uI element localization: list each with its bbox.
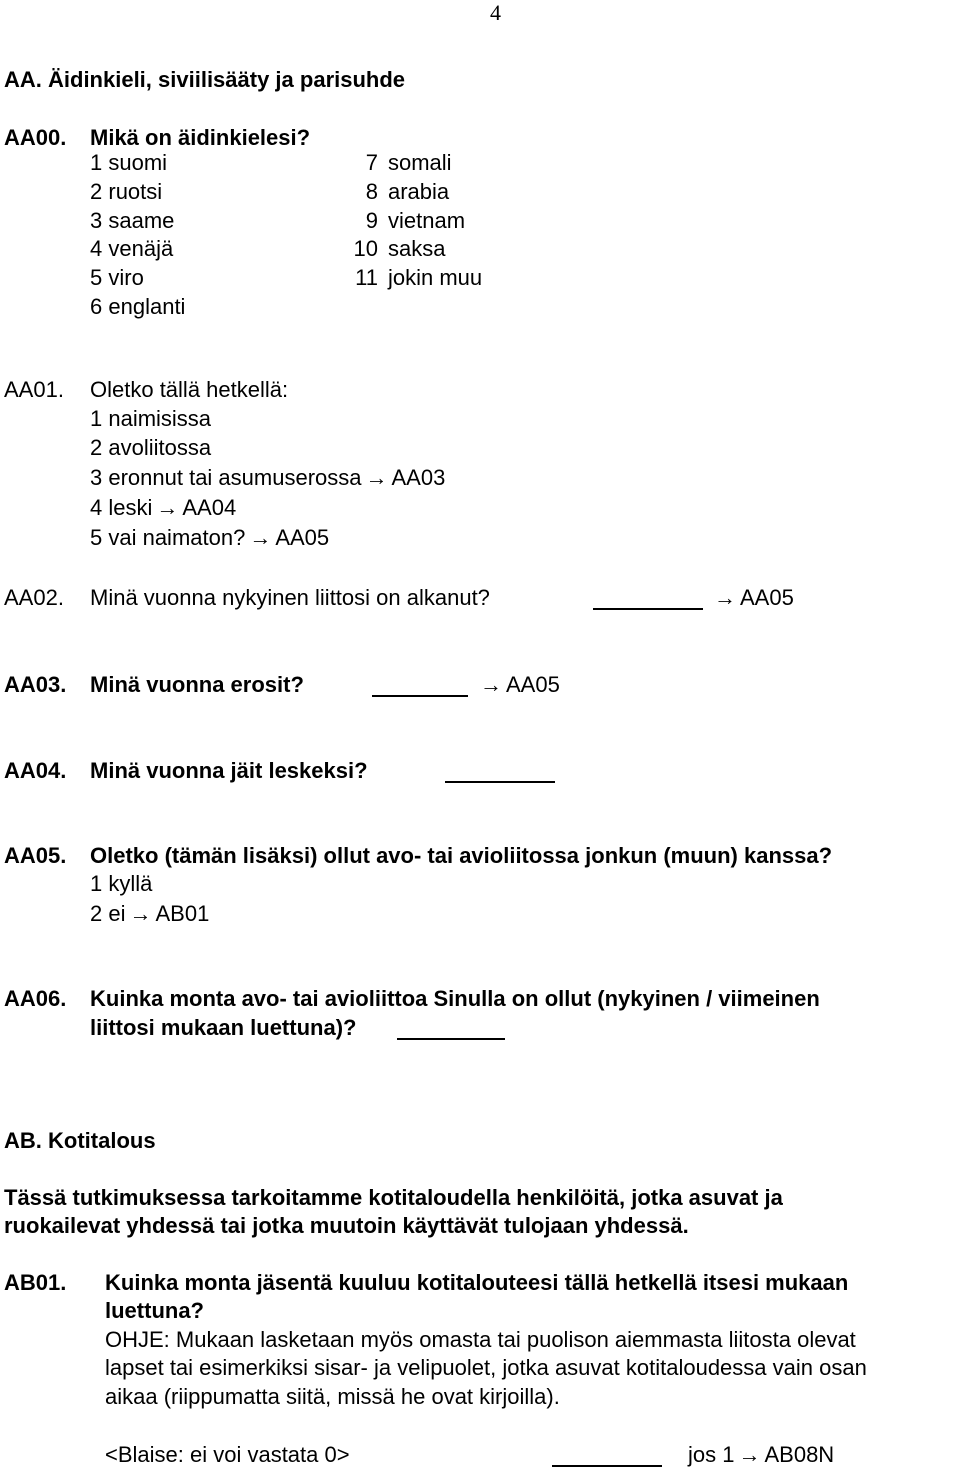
arrow-right-icon: → [738,1442,761,1467]
arrow-right-icon: → [129,901,152,926]
aa06-answer-blank[interactable] [397,1018,505,1040]
aa06-question-line1: Kuinka monta avo- tai avioliittoa Sinulla on ollut (nykyinen / viimeinen [90,986,820,1011]
aa05-question: Oletko (tämän lisäksi) ollut avo- tai avioliitossa jonkun (muun) kanssa? [90,843,833,868]
aa02-answer-blank[interactable] [593,588,703,610]
arrow-right-icon: → [714,585,736,610]
aa00-code: AA00. [4,125,67,150]
aa00-option: 8 arabia [365,179,450,204]
aa04-code: AA04. [4,758,67,783]
ab01-instruction-line: aikaa (riippumatta siitä, missä he ovat kirjoilla). [105,1384,560,1409]
aa00-question: Mikä on äidinkielesi? [90,125,311,150]
aa02-skip: → AA05 [714,585,794,610]
aa04-question: Minä vuonna jäit leskeksi? [90,758,368,783]
aa02-code: AA02. [4,585,64,610]
aa00-option: 11 jokin muu [355,265,483,290]
section-ab-intro-line1: Tässä tutkimuksessa tarkoitamme kotitaloudella henkilöitä, jotka asuvat ja [4,1185,783,1210]
aa03-answer-blank[interactable] [372,675,468,697]
aa06-question-line2: liittosi mukaan luettuna)? [90,1015,357,1040]
aa01-code: AA01. [4,377,64,402]
aa05-code: AA05. [4,843,67,868]
page-number: 4 [490,0,501,25]
aa01-option: 2 avoliitossa [90,435,212,460]
section-aa-title: AA. Äidinkieli, siviilisääty ja parisuhde [4,67,406,92]
arrow-right-icon: → [249,525,272,550]
aa00-option: 1 suomi [90,150,168,175]
aa02-question: Minä vuonna nykyinen liittosi on alkanut? [90,585,490,610]
aa05-option: 1 kyllä [90,871,153,896]
aa04-answer-blank[interactable] [445,761,555,783]
ab01-blaise-note: <Blaise: ei voi vastata 0> [105,1442,350,1467]
ab01-instruction-line: OHJE: Mukaan lasketaan myös omasta tai puolison aiemmasta liitosta olevat [105,1327,856,1352]
aa00-option: 7 somali [365,150,452,175]
arrow-right-icon: → [480,672,502,697]
arrow-right-icon: → [156,495,179,520]
aa03-question: Minä vuonna erosit? [90,672,304,697]
aa03-skip: → AA05 [480,672,560,697]
aa00-option: 5 viro [90,265,144,290]
arrow-right-icon: → [365,465,388,490]
ab01-skip: jos 1 → AB08N [688,1442,835,1467]
ab01-question-line2: luettuna? [105,1298,204,1323]
aa01-option: 5 vai naimaton? → AA05 [90,525,330,550]
aa00-option: 4 venäjä [90,236,174,261]
aa01-option: 4 leski → AA04 [90,495,237,520]
aa05-option: 2 ei → AB01 [90,901,210,926]
aa01-question: Oletko tällä hetkellä: [90,377,289,402]
aa01-option: 1 naimisissa [90,406,212,431]
aa01-option: 3 eronnut tai asumuserossa → AA03 [90,465,446,490]
section-ab-title: AB. Kotitalous [4,1128,156,1153]
ab01-question-line1: Kuinka monta jäsentä kuuluu kotitalouteesi tällä hetkellä itsesi mukaan [105,1270,849,1295]
aa03-code: AA03. [4,672,67,697]
ab01-instruction-line: lapset tai esimerkiksi sisar- ja velipuolet, jotka asuvat kotitaloudessa vain osan [105,1355,867,1380]
section-ab-intro-line2: ruokailevat yhdessä tai jotka muutoin käyttävät tulojaan yhdessä. [4,1213,689,1238]
ab01-answer-blank[interactable] [552,1445,662,1467]
aa00-option: 6 englanti [90,294,186,319]
aa00-option: 3 saame [90,208,175,233]
aa00-option: 10 saksa [353,236,446,261]
aa00-option: 2 ruotsi [90,179,163,204]
ab01-code: AB01. [4,1270,67,1295]
aa06-code: AA06. [4,986,67,1011]
aa00-option: 9 vietnam [365,208,466,233]
